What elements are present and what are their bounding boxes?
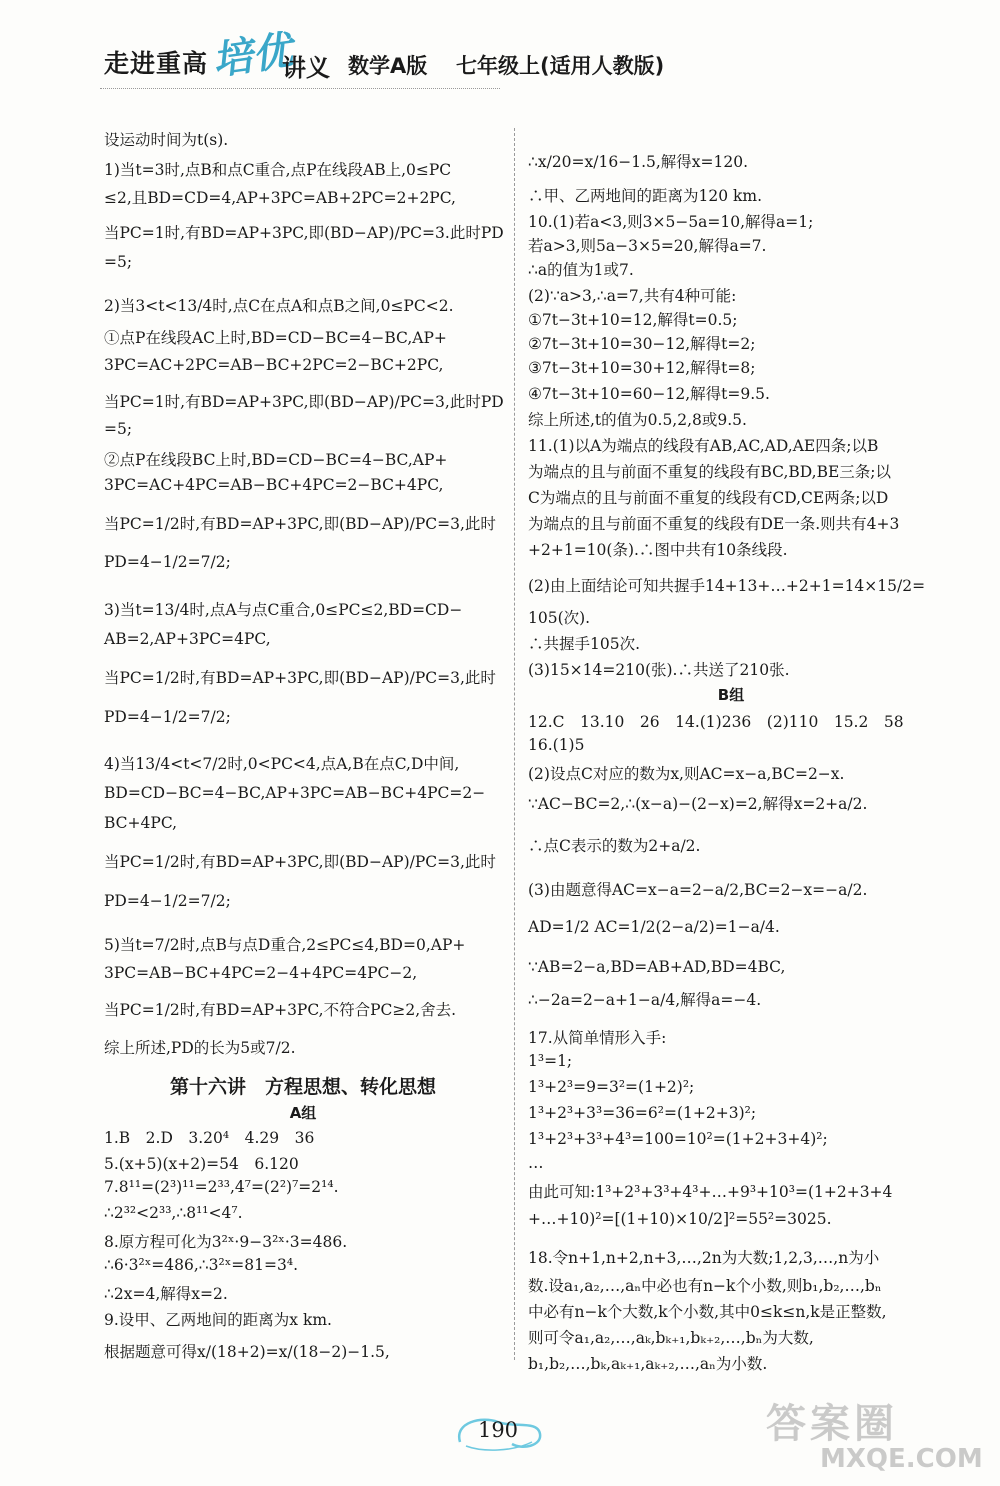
text-line: 18.令n+1,n+2,n+3,…,2n为大数;1,2,3,…,n为小 [528, 1249, 880, 1267]
text-line: 16.(1)5 [528, 736, 585, 754]
text-line: PD=4−1/2=7/2; [104, 553, 231, 571]
text-line: 中必有n−k个大数,k个小数,其中0≤k≤n,k是正整数, [528, 1303, 887, 1321]
text-line: +…+10)²=[(1+10)×10/2]²=55²=3025. [528, 1210, 832, 1228]
text-line: ④7t−3t+10=60−12,解得t=9.5. [528, 385, 770, 403]
text-line: ∴2x=4,解得x=2. [104, 1285, 228, 1303]
text-line: 8.原方程可化为3²ˣ·9−3²ˣ·3=486. [104, 1233, 348, 1251]
text-line: 1³+2³=9=3²=(1+2)²; [528, 1078, 695, 1096]
text-line: AB=2,AP+3PC=4PC, [104, 630, 271, 648]
text-line: AD=1/2 AC=1/2(2−a/2)=1−a/4. [528, 918, 780, 936]
text-line: =5; [104, 253, 133, 271]
text-line: 1.B 2.D 3.20⁴ 4.29 36 [104, 1129, 315, 1147]
text-line: 1³+2³+3³=36=6²=(1+2+3)²; [528, 1104, 757, 1122]
group-title-b: B组 [717, 686, 745, 704]
text-line: 1³+2³+3³+4³=100=10²=(1+2+3+4)²; [528, 1130, 828, 1148]
text-line: =5; [104, 420, 133, 438]
text-line: PD=4−1/2=7/2; [104, 892, 231, 910]
text-line: ∴a的值为1或7. [528, 261, 634, 279]
column-divider [514, 128, 515, 1360]
text-line: ∵AB=2−a,BD=AB+AD,BD=4BC, [528, 958, 786, 976]
text-line: 3)当t=13/4时,点A与点C重合,0≤PC≤2,BD=CD− [104, 601, 463, 619]
book-type: 讲义 [282, 54, 330, 82]
text-line: 3PC=AC+4PC=AB−BC+4PC=2−BC+4PC, [104, 476, 444, 494]
text-line: b₁,b₂,…,bₖ,aₖ₊₁,aₖ₊₂,…,aₙ为小数. [528, 1355, 768, 1373]
section-title: 第十六讲 方程思想、转化思想 [169, 1076, 436, 1098]
text-line: ∴2³²<2³³,∴8¹¹<4⁷. [104, 1204, 243, 1222]
text-line: 当PC=1/2时,有BD=AP+3PC,不符合PC≥2,舍去. [104, 1001, 457, 1019]
watermark-url: MXQE.COM [820, 1444, 983, 1474]
grade-label: 七年级上(适用人教版) [456, 54, 665, 78]
text-line: +2+1=10(条).∴图中共有10条线段. [528, 541, 788, 559]
text-line: 3PC=AC+2PC=AB−BC+2PC=2−BC+2PC, [104, 356, 444, 374]
text-line: 为端点的且与前面不重复的线段有DE一条.则共有4+3 [528, 515, 900, 533]
text-line: 105(次). [528, 609, 591, 627]
text-line: (2)设点C对应的数为x,则AC=x−a,BC=2−x. [528, 765, 845, 783]
text-line: 17.从简单情形入手: [528, 1029, 667, 1047]
text-line: (3)15×14=210(张).∴共送了210张. [528, 661, 790, 679]
text-line: ∴甲、乙两地间的距离为120 km. [528, 187, 763, 205]
text-line: ∴x/20=x/16−1.5,解得x=120. [528, 153, 749, 171]
text-line: 当PC=1时,有BD=AP+3PC,即(BD−AP)/PC=3,此时PD [104, 393, 504, 411]
series-logo: 培优 [209, 26, 296, 85]
text-line: BC+4PC, [104, 814, 178, 832]
page-number-badge [452, 1412, 544, 1452]
text-line: (2)由上面结论可知共握手14+13+…+2+1=14×15/2= [528, 577, 926, 595]
text-line: ∴点C表示的数为2+a/2. [528, 837, 701, 855]
text-line: 数.设a₁,a₂,…,aₙ中必也有n−k个小数,则b₁,b₂,…,bₙ [528, 1277, 882, 1295]
series-brand: 走进重高 [104, 49, 209, 78]
text-line: ∵AC−BC=2,∴(x−a)−(2−x)=2,解得x=2+a/2. [528, 795, 868, 813]
watermark [748, 1392, 988, 1482]
text-line: 根据题意可得x/(18+2)=x/(18−2)−1.5, [104, 1343, 390, 1361]
text-line: 3PC=AB−BC+4PC=2−4+4PC=4PC−2, [104, 964, 418, 982]
text-line: 9.设甲、乙两地间的距离为x km. [104, 1311, 332, 1329]
text-line: 2)当3<t<13/4时,点C在点A和点B之间,0≤PC<2. [104, 297, 454, 315]
text-line: ≤2,且BD=CD=4,AP+3PC=AB+2PC=2+2PC, [104, 189, 456, 207]
text-line: 当PC=1/2时,有BD=AP+3PC,即(BD−AP)/PC=3,此时 [104, 669, 496, 687]
text-line: … [528, 1154, 544, 1172]
group-title-a: A组 [289, 1104, 317, 1122]
page-header [0, 0, 1000, 110]
text-line: 5.(x+5)(x+2)=54 6.120 [104, 1155, 299, 1173]
text-line: PD=4−1/2=7/2; [104, 708, 231, 726]
text-line: 当PC=1/2时,有BD=AP+3PC,即(BD−AP)/PC=3,此时 [104, 515, 496, 533]
text-line: (3)由题意得AC=x−a=2−a/2,BC=2−x=−a/2. [528, 881, 868, 899]
subject-edition: 数学A版 [348, 54, 428, 78]
text-line: ∴−2a=2−a+1−a/4,解得a=−4. [528, 991, 762, 1009]
page-number: 190 [477, 1418, 519, 1442]
text-line: 为端点的且与前面不重复的线段有BC,BD,BE三条;以 [528, 463, 892, 481]
text-line: ∴6·3²ˣ=486,∴3²ˣ=81=3⁴. [104, 1256, 298, 1274]
text-line: 当PC=1/2时,有BD=AP+3PC,即(BD−AP)/PC=3,此时 [104, 853, 496, 871]
text-line: 1)当t=3时,点B和点C重合,点P在线段AB上,0≤PC [104, 161, 452, 179]
text-line: BD=CD−BC=4−BC,AP+3PC=AB−BC+4PC=2− [104, 784, 486, 802]
text-line: 12.C 13.10 26 14.(1)236 (2)110 15.2 58 [528, 713, 904, 731]
text-line: ∴共握手105次. [528, 635, 641, 653]
text-line: 若a>3,则5a−3×5=20,解得a=7. [528, 237, 767, 255]
text-line: 综上所述,PD的长为5或7/2. [104, 1039, 296, 1057]
text-line: (2)∵a>3,∴a=7,共有4种可能: [528, 287, 737, 305]
text-line: 1³=1; [528, 1052, 573, 1070]
text-line: 综上所述,t的值为0.5,2,8或9.5. [528, 411, 747, 429]
text-line: ①点P在线段AC上时,BD=CD−BC=4−BC,AP+ [104, 329, 447, 347]
text-line: ③7t−3t+10=30+12,解得t=8; [528, 359, 756, 377]
text-line: 10.(1)若a<3,则3×5−5a=10,解得a=1; [528, 213, 814, 231]
text-line: 当PC=1时,有BD=AP+3PC,即(BD−AP)/PC=3.此时PD [104, 224, 504, 242]
header-rule [100, 88, 500, 89]
text-line: ②点P在线段BC上时,BD=CD−BC=4−BC,AP+ [104, 451, 448, 469]
text-line: 由此可知:1³+2³+3³+4³+…+9³+10³=(1+2+3+4 [528, 1183, 893, 1201]
text-line: ①7t−3t+10=12,解得t=0.5; [528, 311, 738, 329]
text-line: 5)当t=7/2时,点B与点D重合,2≤PC≤4,BD=0,AP+ [104, 936, 466, 954]
text-line: 11.(1)以A为端点的线段有AB,AC,AD,AE四条;以B [528, 437, 879, 455]
text-line: 则可令a₁,a₂,…,aₖ,bₖ₊₁,bₖ₊₂,…,bₙ为大数, [528, 1329, 814, 1347]
text-line: 4)当13/4<t<7/2时,0<PC<4,点A,B在点C,D中间, [104, 755, 460, 773]
text-line: 7.8¹¹=(2³)¹¹=2³³,4⁷=(2²)⁷=2¹⁴. [104, 1178, 339, 1196]
text-line: 设运动时间为t(s). [104, 131, 229, 149]
text-line: C为端点的且与前面不重复的线段有CD,CE两条;以D [528, 489, 889, 507]
watermark-logo-text: 答案圈 [766, 1401, 898, 1447]
text-line: ②7t−3t+10=30−12,解得t=2; [528, 335, 756, 353]
